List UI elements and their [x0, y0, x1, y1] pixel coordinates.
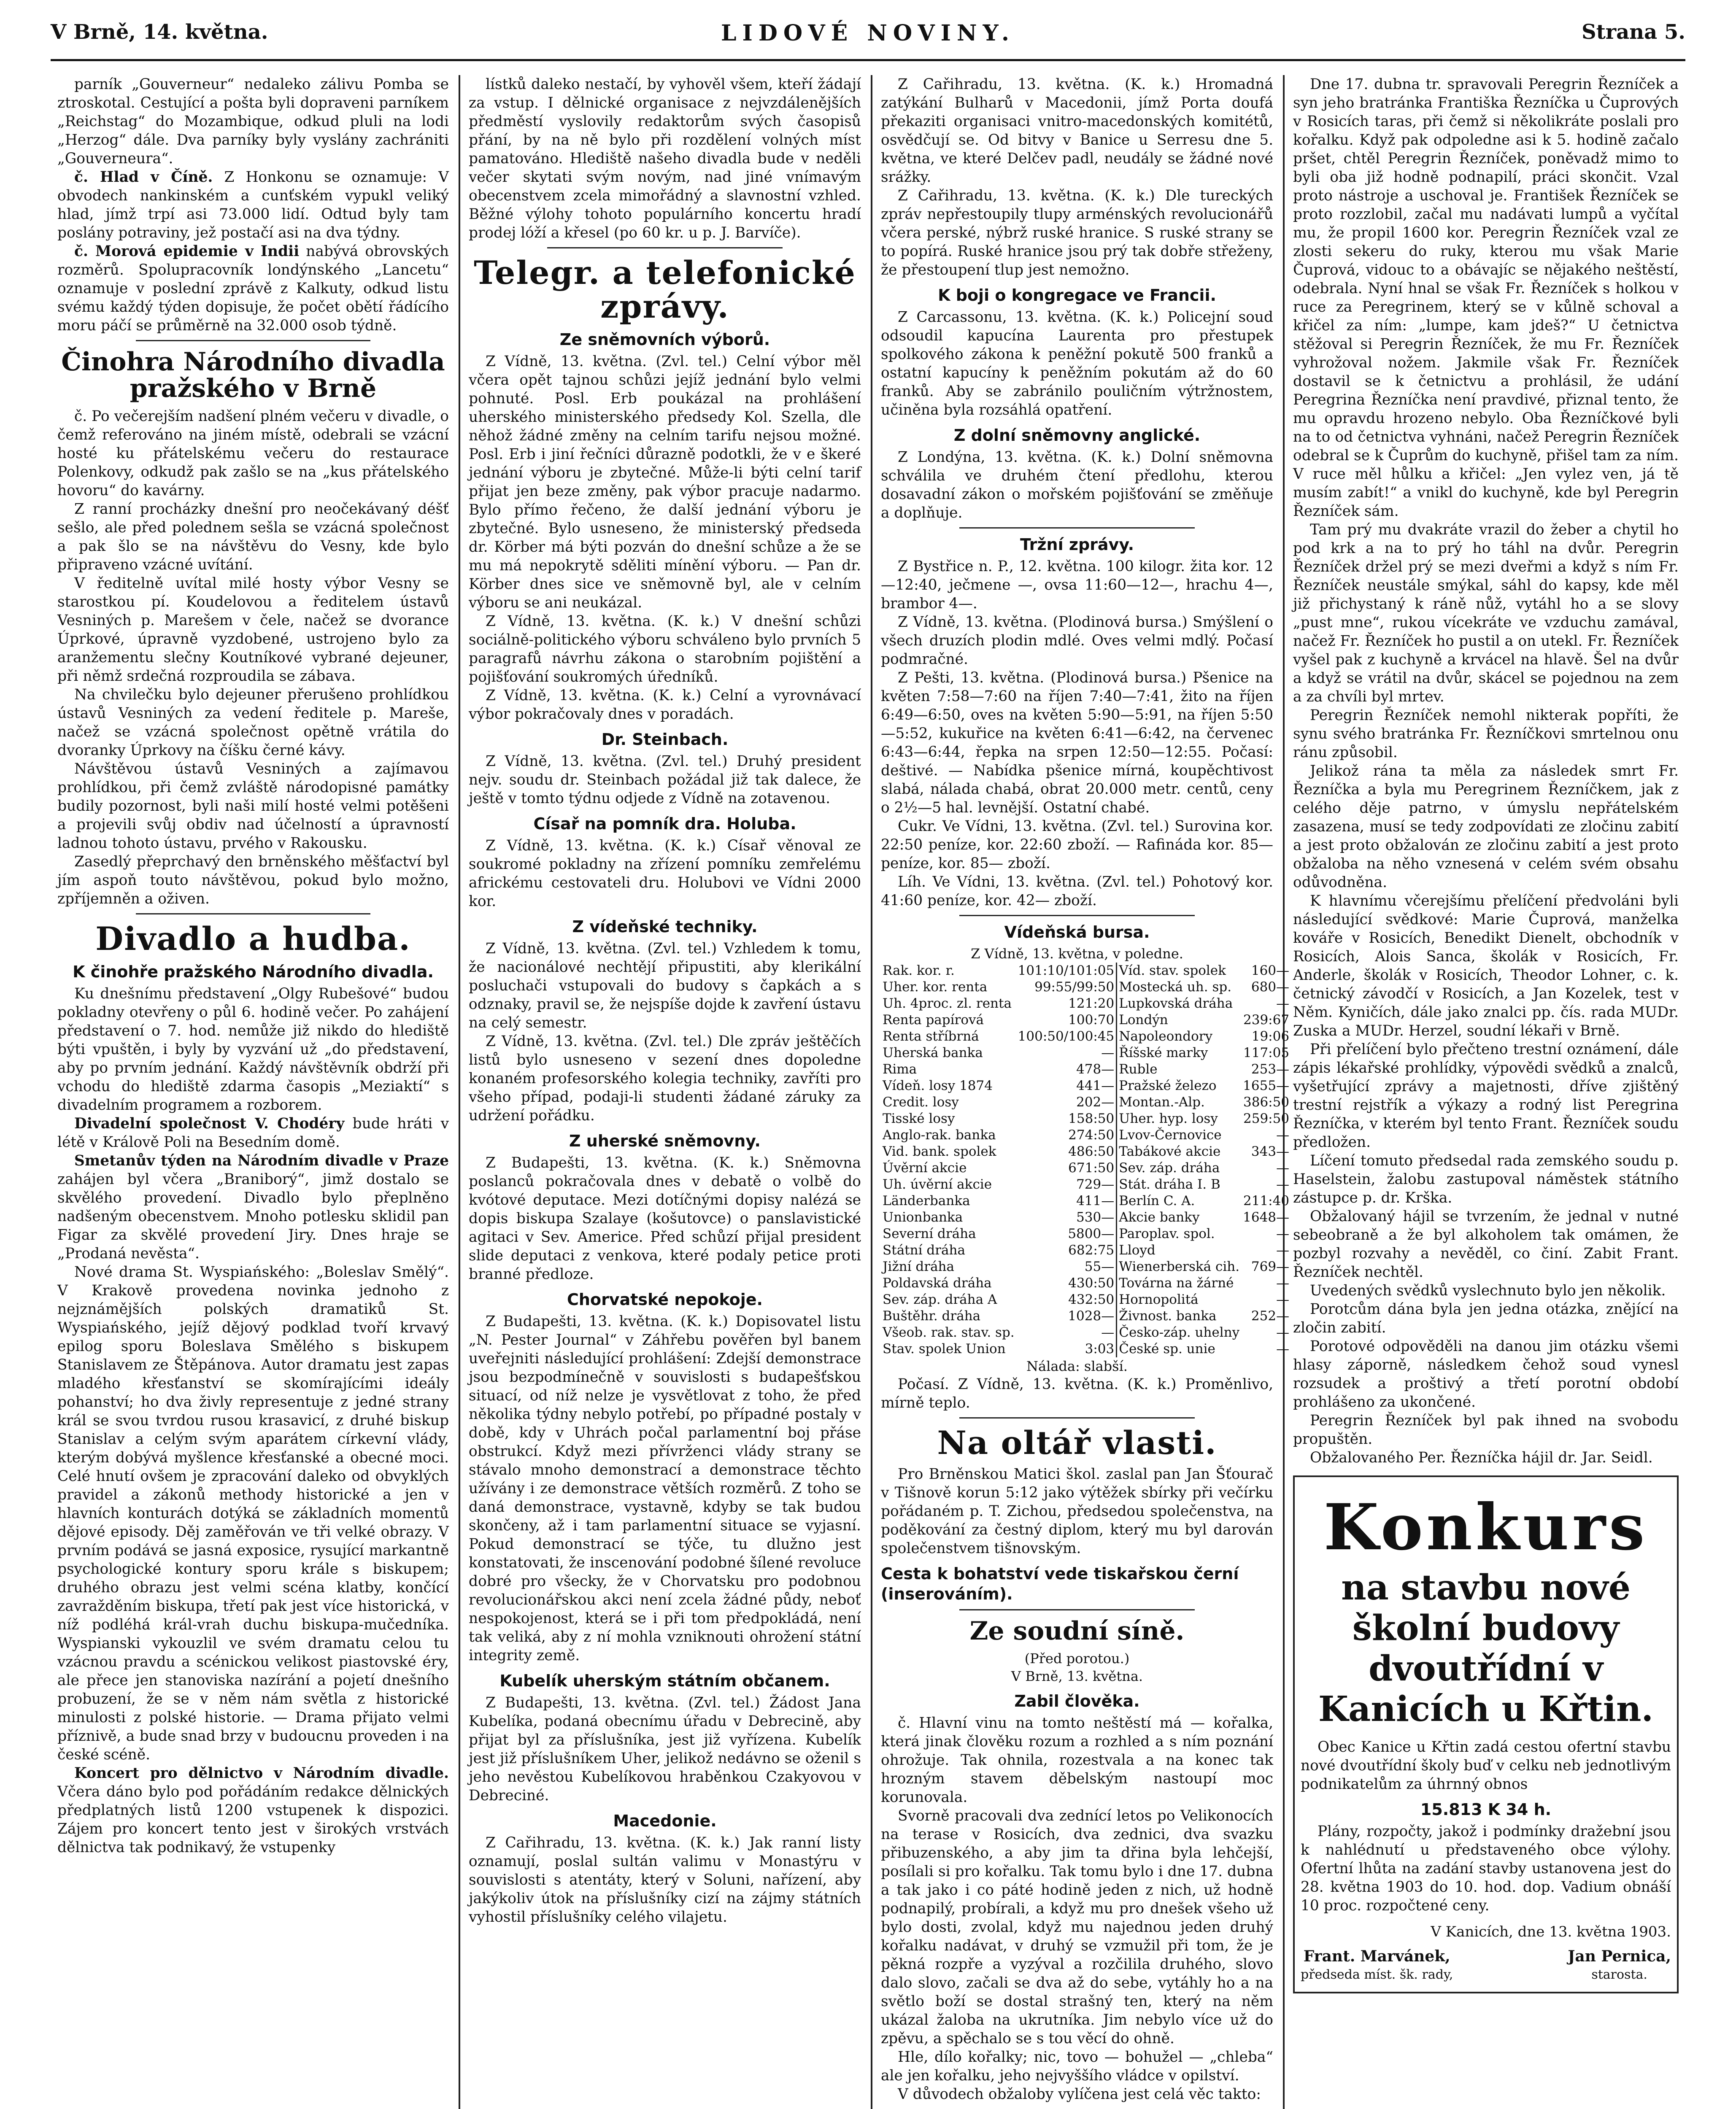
bursa-security-name: Česko-záp. uhelny	[1117, 1324, 1241, 1341]
article-paragraph: parník „Gouverneur“ nedaleko zálivu Pomba se ztroskotal. Cestující a pošta byli dopraveni parníkem „Reichstag“ do Mozambique, odkud pluli na lodi „Herzog“ dále. Dva parníky byly vyslány zachrániti „Gouverneura“.	[57, 76, 449, 167]
bursa-security-name: Tisské losy	[883, 1111, 955, 1126]
news-item	[57, 242, 449, 335]
divider	[959, 1417, 1195, 1419]
bursa-price: 100:70	[1068, 1012, 1115, 1028]
bursa-security-name: Montan.-Alp.	[1117, 1094, 1241, 1111]
news-item	[57, 168, 449, 242]
bursa-price: —	[1276, 1177, 1290, 1192]
bursa-price: 3:03	[1085, 1341, 1115, 1357]
bursa-row	[881, 995, 1291, 1012]
bursa-security-name: Uherská banka	[883, 1045, 983, 1060]
bursa-security-name: Státní dráha	[883, 1243, 965, 1258]
bursa-security-name: Londýn	[1117, 1012, 1241, 1028]
bursa-price: 259:50	[1243, 1111, 1290, 1126]
market-report: Líh. Ve Vídni, 13. května. (Zvl. tel.) Pohotový kor. 41:60 peníze, kor. 42— zboží.	[881, 874, 1273, 909]
bursa-security-name: Říšské marky	[1117, 1045, 1241, 1061]
bursa-security-name: Renta stříbrná	[883, 1029, 979, 1044]
article-paragraph: Peregrin Řezníček nemohl nikterak popříti, že synu svého bratránka Fr. Řezníčkovi smrtelnou onu ránu způsobil.	[1293, 707, 1679, 761]
bursa-security-name: Rak. kor. r.	[883, 963, 955, 978]
bursa-security-name: Anglo-rak. banka	[883, 1127, 996, 1143]
bursa-price: —	[1276, 1127, 1290, 1143]
article-paragraph: Z Vídně, 13. května. (K. k.) V dnešní schůzi sociálně-politického výboru schváleno bylo prvních 5 paragrafů návrhu zákona o starobním pojištění a pojišťování soukromých úředníků.	[469, 612, 861, 685]
article-paragraph: Z Vídně, 13. května. (Zvl. tel.) Vzhledem k tomu, že nacionálové nechtějí připustiti, aby klerikální posluchači vstupovali do budovy s čapkách a s odznaky, pravil se, že nejspíše dojde k zavření ústavu na celý semestr.	[469, 940, 861, 1031]
article-subheading: Zabil člověka.	[1014, 1691, 1140, 1710]
article-paragraph: Porotcům dána byla jen jedna otázka, znějící na zločin zabití.	[1293, 1301, 1679, 1336]
article-paragraph: Ku dnešnímu představení „Olgy Rubešové“ budou pokladny otevřeny o půl 6. hodině večer. Po zahájení představení o 7. hod. nemůže již nikdo do hlediště býti vpuštěn, i byly by vyzvání už „do představení, aby po prvním jednání. Každý návštěvník obdrží při vchodu do hlediště zdarma časopis „Meziaktí“ s divadelním programem a rozborem.	[57, 985, 449, 1114]
article-subheading: Z dolní sněmovny anglické.	[953, 426, 1201, 445]
article-paragraph: Obžalovaný hájil se tvrzením, že jednal v nutné sebeobraně a že byl alkoholem tak omámen, že pozbyl rozvahy a nevěděl, co činí. Zabit Frant. Řezníček nechtěl.	[1293, 1208, 1679, 1281]
bursa-row	[881, 963, 1291, 979]
column-4	[1286, 75, 1685, 2109]
article-paragraph: Obžalovaného Per. Řezníčka hájil dr. Jar. Seidl.	[1310, 1449, 1653, 1466]
bursa-security-name: Wienerberská cih.	[1117, 1259, 1241, 1275]
article-subheading: K činohře pražského Národního divadla.	[73, 962, 434, 981]
article-paragraph: Z Vídně, 13. května. (K. k.) Císař věnoval ze soukromé pokladny na zřízení pomníku zemřelému africkému cestovateli dru. Holubovi ve Vídni 2000 kor.	[469, 837, 861, 910]
bursa-price: —	[1276, 1341, 1290, 1357]
article-paragraph: Jelikož rána ta měla za následek smrt Fr. Řezníčka a byla mu Peregrinem Řezníčkem, jak z celého děje patrno, v úmyslu nepřátelském zasazena, musí se tedy zodpovídati ze zločinu zabití a jest proto obžalován ze zločinu zabití a jest proto obžaloba na něho vznesená v celém svém obsahu odůvodněna.	[1293, 763, 1679, 891]
article-paragraph: Pro Brněnskou Matici škol. zaslal pan Jan Šťourač v Tišnově korun 5:12 jako výtěžek sbírky při večírku pořádaném p. T. Zichou, předsedou společenstva, na poděkování za čestný diplom, který mu byl darován společenstvem tišnovským.	[881, 1465, 1273, 1557]
page-number: Strana 5.	[1581, 20, 1685, 44]
article-subheading: Macedonie.	[613, 1811, 717, 1830]
bursa-row	[881, 1292, 1291, 1308]
signature-name: Jan Pernica,	[1568, 1947, 1671, 1965]
bursa-row	[881, 979, 1291, 995]
market-report: Z Bystřice n. P., 12. května. 100 kilogr. žita kor. 12—12:40, ječmene —, ovsa 11:60—12—, hrachu 4—, brambor 4—.	[881, 558, 1273, 612]
bursa-security-name: Ruble	[1117, 1061, 1241, 1078]
bursa-row	[881, 1308, 1291, 1324]
divider	[959, 915, 1195, 916]
bursa-security-name: Unionbanka	[883, 1210, 963, 1225]
bursa-price: 158:50	[1068, 1111, 1115, 1126]
bursa-mood: Nálada: slabší.	[1026, 1358, 1128, 1374]
bursa-security-name: Všeob. rak. stav. sp.	[883, 1325, 1015, 1340]
bursa-row	[881, 1111, 1291, 1127]
bursa-security-name: Uher. hyp. losy	[1117, 1111, 1241, 1127]
bursa-security-name: Lupkovská dráha	[1117, 995, 1241, 1012]
article-paragraph: Z Vídně, 13. května. (K. k.) Celní a vyrovnávací výbor pokračovaly dnes v poradách.	[469, 687, 861, 723]
section-subtitle: (Před porotou.)	[1024, 1650, 1130, 1667]
bursa-security-name: Vídeň. losy 1874	[883, 1078, 993, 1093]
bursa-price: 530—	[1076, 1210, 1115, 1225]
bursa-security-name: Hornopolitá	[1117, 1292, 1241, 1308]
news-item-text: Z Honkonu se oznamuje: V obvodech nankinském a cunťském vypukl veliký hlad, jímž trpí asi 73.000 lidí. Odtud byly tam poslány potraviny, jež postačí asi na dva týdny.	[57, 169, 449, 241]
bursa-security-name: Uh. úvěrní akcie	[883, 1177, 992, 1192]
bursa-price: —	[1101, 1045, 1115, 1060]
article-paragraph: Peregrin Řezníček byl pak ihned na svobodu propuštěn.	[1293, 1412, 1679, 1448]
market-report: Z Vídně, 13. května. (Plodinová bursa.) Smýšlení o všech druzích plodin mdlé. Oves velmi mdlý. Počasí podmračné.	[881, 614, 1273, 668]
column-divider	[871, 75, 872, 2109]
advert-amount: 15.813 K 34 h.	[1420, 1800, 1552, 1819]
bursa-security-name: Úvěrní akcie	[883, 1160, 967, 1176]
bursa-price: 430:50	[1068, 1276, 1115, 1291]
column-divider	[459, 75, 460, 2109]
article-paragraph: Zasedlý přeprchavý den brněnského měšťactví byl jím aspoň touto návštěvou, pokud bylo možno, zpříjemněn a oživen.	[57, 853, 449, 907]
bursa-row	[881, 1324, 1291, 1341]
bursa-price: 386:50	[1243, 1095, 1290, 1110]
article-paragraph: V ředitelně uvítal milé hosty výbor Vesny se starostkou pí. Koudelovou a ředitelem ústavů Vesniných p. Marešem v čele, načež se dvorance Úprkové, úpravně vyzdobené, ustrojeno bylo za aranžementu slečny Koutníkové vybrané dejeuner, při němž srdečná rozproudila se zábava.	[57, 575, 449, 685]
bursa-price: 121:20	[1068, 996, 1115, 1011]
signature-row	[1301, 1947, 1671, 1984]
bursa-heading: Vídeňská bursa.	[1004, 923, 1150, 941]
bursa-security-name: Länderbanka	[883, 1193, 970, 1208]
bursa-price: 202—	[1076, 1095, 1115, 1110]
column-3	[874, 75, 1290, 2109]
bursa-security-name: Mostecká uh. sp.	[1117, 979, 1241, 995]
bursa-price: —	[1276, 996, 1290, 1011]
bursa-security-name: Napoleondory	[1117, 1028, 1241, 1045]
bursa-security-name: Uh. 4proc. zl. renta	[883, 996, 1012, 1011]
bursa-price: 211:40	[1243, 1193, 1290, 1208]
bursa-row	[881, 1127, 1291, 1143]
article-paragraph: Návštěvou ústavů Vesniných a zajímavou prohlídkou, při čemž zvláště národopisné památky budily pozornost, byli naši milí hosté velmi potěšeni a projevili svůj obdiv nad účelností a úpravností ladnou tohoto ústavu, prvého v Rakousku.	[57, 761, 449, 852]
bursa-price: 671:50	[1068, 1160, 1115, 1176]
bursa-dateline: Z Vídně, 13. května, v poledne.	[971, 946, 1183, 962]
section-headline: Divadlo a hudba.	[95, 920, 411, 957]
signature-role: předseda míst. šk. rady,	[1301, 1967, 1453, 1982]
article-paragraph: Z Vídně, 13. května. (Zvl. tel.) Druhý president nejv. soudu dr. Steinbach požádal již tak dalece, že ještě v tomto týdnu odjede z Vídně na zotavenou.	[469, 752, 861, 807]
bursa-security-name: Poldavská dráha	[883, 1276, 992, 1291]
article-subheading: Císař na pomník dra. Holuba.	[533, 814, 796, 833]
bursa-row	[881, 1012, 1291, 1028]
article-paragraph: Líčení tomuto předsedal rada zemského soudu p. Haselstein, žalobu zastupoval náměstek státního zástupce p. dr. Krška.	[1293, 1152, 1679, 1206]
advert-line: Cesta k bohatství vede tiskařskou černí (inserováním).	[881, 1564, 1239, 1603]
bursa-row	[881, 1094, 1291, 1111]
column-1	[51, 75, 456, 2109]
news-item-title: č. Hlad v Číně.	[74, 169, 213, 186]
article-headline: Činohra Národního divadla pražského v Brně	[61, 347, 445, 403]
divider	[959, 1609, 1195, 1610]
header-rule	[51, 59, 1685, 61]
bursa-row	[881, 1176, 1291, 1193]
article-paragraph: Na chvilečku bylo dejeuner přerušeno prohlídkou ústavů Vesniných za vedení ředitele p. Mareše, načež se vzácná společnost opětně vrátila do dvoranky Úprkovy na číšku černé kávy.	[57, 686, 449, 759]
bursa-security-name: Továrna na žárné	[1117, 1275, 1241, 1292]
bursa-price: 478—	[1076, 1062, 1115, 1077]
bursa-security-name: Buštěhr. dráha	[883, 1308, 981, 1324]
bursa-security-name: Pražské železo	[1117, 1078, 1241, 1094]
header-date: V Brně, 14. května.	[51, 20, 268, 44]
bursa-security-name: Renta papírová	[883, 1012, 984, 1028]
bursa-security-name: Sev. záp. dráha	[1117, 1160, 1241, 1176]
signature-role: starosta.	[1591, 1967, 1647, 1982]
bursa-security-name: Berlín C. A.	[1117, 1193, 1241, 1209]
article-paragraph: V důvodech obžaloby vylíčena jest celá věc takto:	[898, 2085, 1261, 2103]
bursa-price: —	[1276, 1292, 1290, 1307]
article-paragraph: Z Londýna, 13. května. (K. k.) Dolní sněmovna schválila ve druhém čtení předlohu, kterou dosavadní zákon o mořském pojišťování se změňuje a doplňuje.	[881, 449, 1273, 521]
bursa-row	[881, 1028, 1291, 1045]
bursa-row	[881, 1275, 1291, 1292]
bursa-price: 343—	[1251, 1144, 1290, 1159]
bursa-price: 101:10/101:05	[1018, 963, 1115, 978]
bursa-security-name: Lloyd	[1117, 1242, 1241, 1259]
bursa-security-name: Tabákové akcie	[1117, 1143, 1241, 1160]
article-paragraph: Nové drama St. Wyspiańského: „Boleslav Smělý“. V Krakově provedena novinka jednoho z nejznámějších polských dramatiků St. Wyspiańského, jejíž dějový podklad tvoří krvavý epilog sporu Boleslava Smělého s biskupem Stanislavem ze Štěpánova. Autor dramatu jest zapas mladého křesťanství se skomírajícími ideály pohanství; ho dva živly representuje z jedné strany král se svou tvrdou rusou krasavicí, z druhé biskup Stanislav a celým svým aparátem církevní vlády, kterým dobývá myšlence křesťanské a obecné moci. Celé hnutí ovšem je zpracování daleko od obvyklých pravidel a zákonů methody historické a jen v hlavních konturách dotýká se základních momentů dějové episody. Děj zaměřován ve tři velké obrazy. V prvním podává se jasná exposice, rysující markantně psychologické kontury sporu krále s biskupem; druhého obrazu jest velmi scéna klatby, končící zavražděním biskupa, třetí pak jest více historická, v níž podléhá král-vrah duchu biskupa-mučedníka. Wyspianski vykouzlil ve svém dramatu celou tu vzácnou pravdu a scénickou velikost piastovské éry, ale přece jen stanoviska nazírání a pojetí dnešního probuzení, že se v něm nám světla z historické minulosti z polské historie. — Drama přijato velmi příznivě, a bude snad brzy v budoucnu proveden i na české scéně.	[57, 1263, 449, 1763]
article-paragraph: Z Carcassonu, 13. května. (K. k.) Policejní soud odsoudil kapucína Laurenta pro přestupek spolkového zákona k peněžní pokutě 500 franků a ostatní kapucíny k peněžním pokutám až do 60 franků. Aby se zabránilo pouličním výtržnostem, učiněna byla rozsáhlá opatření.	[881, 309, 1273, 418]
bursa-price: 1655—	[1243, 1078, 1290, 1093]
news-item-title: Smetanův týden na Národním divadle v Praze	[74, 1152, 449, 1169]
article-paragraph: Porotové odpověděli na danou jim otázku všemi hlasy záporně, následkem čehož soud vynesl rozsudek a proštivý a třetí porotní období prohlášeno za ukončené.	[1293, 1338, 1679, 1410]
bursa-price: 682:75	[1068, 1243, 1115, 1258]
signature-name: Frant. Marvánek,	[1303, 1947, 1450, 1965]
article-subheading: Z uherské sněmovny.	[569, 1131, 761, 1150]
bursa-row	[881, 1143, 1291, 1160]
article-paragraph: K hlavnímu včerejšímu přelíčení předvoláni byli následující svědkové: Marie Čuprová, manželka kováře v Rosicích, Benedikt Dienelt, obchodník v Rosicích, Alois Sanca, školák v Rosicích, Fr. Anderle, školák v Rosicích, Theodor Lohner, c. k. četnický závodčí v Rosicích, a Jan Kozelek, test v Něm. Kyničích, dále jako znalci pp. čís. rada MUDr. Zuska a MUDr. Herzel, soudní lékaři v Brně.	[1293, 893, 1679, 1039]
bursa-security-name: České sp. unie	[1117, 1341, 1241, 1357]
bursa-price: 117:05	[1243, 1045, 1290, 1060]
bursa-price: 99:55/99:50	[1034, 979, 1115, 995]
article-paragraph: Dne 17. dubna tr. spravovali Peregrin Řezníček a syn jeho bratránka Františka Řezníčka u Čuprových v Rosicích taras, při čemž si několikráte poslali pro kořalku. Když pak odpoledne asi k 5. hodině začalo pršet, chtěl Peregrin Řezníček, poněvadž mimo to byli oba již hodně podnapilí, práci skončit. Vzal proto nástroje a uschoval je. František Řezníček se proto rozzlobil, začal mu nadávati lumpů a vyčítal mu, že propil 1600 kor. Peregrin Řezníček vzal ze zlosti sekeru do ruky, kterou mu však Marie Čuprová, vidouc to a obávajíc se nějakého neštěstí, odebrala. Nyní hnal se však Fr. Řezníček s holkou v ruce za Peregrinem, který se v kůlně schoval a křičel za ním: „lumpe, kam jdeš?“ U četnictva stěžoval si Peregrin Řezníček, že mu Fr. Řezníček vyhrožoval nožem. Jakmile však Fr. Řezníček dostavil se k četnictvu a prohlásil, že udání Peregrina Řezníčka není pravdivé, přiznal tento, že mu opravdu hrozeno nebylo. Oba Řezníčkové byli na to od četnictva vyhnáni, načež Peregrin Řezníček odebral se k Čuprům do kuchyně, přišel tam za ním. V ruce měl hůlku a křičel: „Jen vylez ven, já tě musím zabít!“ a vnikl do kuchyně, kde byl Peregrin Řezníček sám.	[1293, 76, 1679, 520]
bursa-price: —	[1276, 1325, 1290, 1340]
article-subheading: Z vídeňské techniky.	[572, 917, 758, 936]
news-item	[57, 1152, 449, 1263]
bursa-price: 441—	[1076, 1078, 1115, 1093]
bursa-price: —	[1276, 1226, 1290, 1241]
bursa-price: 729—	[1076, 1177, 1115, 1192]
bursa-row	[881, 1226, 1291, 1242]
bursa-price: 19:06	[1251, 1029, 1290, 1044]
news-item-title: č. Morová epidemie v Indii	[74, 243, 300, 260]
bursa-security-name: Akcie banky	[1117, 1209, 1241, 1226]
bursa-row	[881, 1209, 1291, 1226]
bursa-price: 160—	[1251, 963, 1290, 978]
bursa-price: 274:50	[1068, 1127, 1115, 1143]
bursa-row	[881, 1193, 1291, 1209]
article-paragraph: Z Budapešti, 13. května. (Zvl. tel.) Žádost Jana Kubelíka, podaná obecnímu úřadu v Debrecině, aby přijat byl za příslušníka, jest již vyřízena. Kubelík jest již příslušníkem Uher, jelikož nedávno se oženil s jeho nevěstou Kubelíkovou hraběnkou Czakyovou v Debreciné.	[469, 1694, 861, 1804]
article-paragraph: Při přelíčení bylo přečteno trestní oznámení, dále zápis lékařské prohlídky, výpovědi svědků a znalců, vyšetřující zprávy a majetnosti, dříve zjištěný trestní rejstřík a výkazy a rodný list Peregrina Řezníčka, v kterém byl tento Frant. Řezníček soudu předložen.	[1293, 1041, 1679, 1151]
bursa-price: —	[1276, 1243, 1290, 1258]
bursa-row	[881, 1341, 1291, 1357]
bursa-row	[881, 1045, 1291, 1061]
advert-date: V Kanicích, dne 13. května 1903.	[1431, 1923, 1671, 1940]
article-paragraph: Uvedených svědků vyslechnuto bylo jen několik.	[1310, 1282, 1666, 1299]
bursa-security-name: Uher. kor. renta	[883, 979, 988, 995]
news-item-title: Koncert pro dělnictvo v Národním divadle.	[74, 1764, 449, 1782]
bursa-row	[881, 1160, 1291, 1176]
signature	[1568, 1947, 1671, 1984]
bursa-security-name: Severní dráha	[883, 1226, 976, 1241]
bursa-security-name: Živnost. banka	[1117, 1308, 1241, 1324]
bursa-price: 769—	[1251, 1259, 1290, 1274]
article-paragraph: lístků daleko nestačí, by vyhověl všem, kteří žádají za vstup. I dělnické organisace z nejvzdálenějších předměstí vyslovily redaktorům svých časopisů přání, by na ně bylo při rozdělení volných míst pamatováno. Hlediště našeho divadla bude v neděli večer skytati svým novým, nad jiné vnímavým obecenstvem zcela mimořádný a slavnostní vzhled. Běžné výlohy tohoto populárního koncertu hradí prodej lóží a křesel (po 60 kr. u p. J. Barvíče).	[469, 76, 861, 241]
column-2	[462, 75, 868, 2109]
bursa-price: 486:50	[1068, 1144, 1115, 1159]
article-paragraph: Z Vídně, 13. května. (Zvl. tel.) Celní výbor měl včera opět tajnou schůzi jejíž jednání bylo velmi pohnuté. Posl. Erb poukázal na prohlášení uherského ministerského předsedy Kol. Szella, dle něhož žádné změny na celním tarifu nejsou možné. Posl. Erb i jiní řečníci důrazně podotkli, že v e škeré jednání výboru je zbytečné. Může-li býti celní tarif přijat jen beze změny, pak výbor pracuje nadarmo. Bylo přímo řečeno, že další jednání výboru je zbytečné. Bylo usneseno, že ministerský předseda dr. Körber má býti pozván do dnešní schůze a že se mu má nepokrytě sděliti mínění výboru. — Pan dr. Körber dnes sice ve sněmovně byl, ale v celním výboru se ani neukázal.	[469, 353, 861, 611]
advert-title: Konkurs	[1323, 1490, 1648, 1564]
article-paragraph: Z Cařihradu, 13. května. (K. k.) Hromadná zatýkání Bulharů v Macedonii, jímž Porta doufá překaziti organisaci vnitro-macedonských komitétů, osvědčují se. Od bitvy v Banice u Serresu dne 5. května, ve které Delčev padl, neudály se žádné nové srážky.	[881, 76, 1273, 186]
masthead: LIDOVÉ NOVINY.	[721, 20, 1015, 46]
article-paragraph: Z Budapešti, 13. května. (K. k.) Sněmovna poslanců pokračovala dnes v debatě o volbě do kvótové deputace. Mezi dotíčnými dopisy nalézá se dopis biskupa Szalaye (košutovce) o panslavistické agitaci v Sev. Americe. Před schůzí přijal president slide deputaci z venkova, které podaly petice proti branné předloze.	[469, 1154, 861, 1283]
article-headline: Na oltář vlasti.	[937, 1424, 1217, 1462]
article-paragraph: Z Cařihradu, 13. května. (K. k.) Jak ranní listy oznamují, poslal sultán valimu v Monastýru v souvislosti s atentáty, který v Soluni, nařízení, aby jakýkoliv útok na příslušníky cizí na zájmy státních vyhostil příslušníky celého vilajetu.	[469, 1834, 861, 1926]
bursa-price: 432:50	[1068, 1292, 1115, 1307]
article-paragraph: Hle, dílo kořalky; nic, tovo — bohužel — „chleba“ ale jen kořalku, jeho nejvyššího vládce v opilství.	[881, 2048, 1273, 2084]
signature	[1301, 1947, 1453, 1984]
bursa-price: 1028—	[1068, 1308, 1115, 1324]
bursa-price: —	[1101, 1325, 1115, 1340]
advert-text: Obec Kanice u Křtin zadá cestou ofertní stavbu nové dvoutřídní školy buď v celku neb jednotlivým podnikatelům za úhrnný obnos	[1301, 1739, 1671, 1793]
article-subheading: Kubelík uherským státním občanem.	[499, 1671, 830, 1690]
bursa-price: 5800—	[1068, 1226, 1115, 1241]
divider	[547, 247, 783, 248]
bursa-table	[881, 963, 1291, 1357]
bursa-price: 252—	[1251, 1308, 1290, 1324]
bursa-security-name: Vid. bank. spolek	[883, 1144, 996, 1159]
section-headline: Ze soudní síně.	[969, 1616, 1185, 1646]
section-headline: Telegr. a telefonické zprávy.	[474, 254, 856, 325]
bursa-price: —	[1276, 1160, 1290, 1176]
article-paragraph: č. Po večerejším nadšení plném večeru v divadle, o čemž referováno na jiném místě, odebrali se vzácní hosté ku přátelskému večeru do restaurace Polenkovy, odkudž pak zašlo se na „kus přátelského hovoru“ do kavárny.	[57, 408, 449, 499]
news-item	[57, 1114, 449, 1152]
weather-report: Počasí. Z Vídně, 13. května. (K. k.) Proměnlivo, mírně teplo.	[881, 1376, 1273, 1411]
news-item-text: Včera dáno bylo pod pořádáním redakce dělnických předplatných listů 1200 vstupenek k dispozici. Zájem pro koncert tento jest v širokých vrstvách dělnictva tak podnikavý, že vstupenky	[57, 1783, 449, 1856]
bursa-security-name: Stát. dráha I. B	[1117, 1176, 1241, 1193]
article-subheading: Dr. Steinbach.	[601, 730, 729, 749]
bursa-price: —	[1276, 1276, 1290, 1291]
bursa-security-name: Stav. spolek Union	[883, 1341, 1006, 1357]
article-subheading: K boji o kongregace ve Francii.	[938, 286, 1216, 305]
divider	[959, 527, 1195, 529]
market-report: Cukr. Ve Vídni, 13. května. (Zvl. tel.) Surovina kor. 22:50 peníze, kor. 22:60 zboží. — Rafináda kor. 85— peníze, kor. 85— zboží.	[881, 818, 1273, 872]
bursa-security-name: Víd. stav. spolek	[1117, 963, 1241, 979]
news-item-text: zahájen byl včera „Braniborý“, jimž dostalo se skvělého provedení. Divadlo bylo přeplněno nadšeným obecenstvem. Mnoho potlesku sklidil pan Figar za skvělé provedení Jiry. Dnes hraje se „Prodaná nevěsta“.	[57, 1170, 449, 1262]
bursa-row	[881, 1259, 1291, 1275]
bursa-row	[881, 1078, 1291, 1094]
market-heading: Tržní zprávy.	[1020, 535, 1134, 554]
bursa-security-name: Jižní dráha	[883, 1259, 955, 1274]
article-paragraph: č. Hlavní vinu na tomto neštěstí má — kořalka, která jinak člověku rozum a rozhled a s ním poznání ohrožuje. Tak ohnila, rozestvala a na konec tak hrozným stavem děbelským nastoupí moc korunovala.	[881, 1714, 1273, 1806]
bursa-price: 253—	[1251, 1062, 1290, 1077]
market-report: Z Pešti, 13. května. (Plodinová bursa.) Pšenice na květen 7:58—7:60 na říjen 7:40—7:41, žito na říjen 6:49—6:50, oves na květen 5:90—5:91, na říjen 5:50—5:52, kukuřice na květen 6:41—6:42, na červenec 6:43—6:44, řepka na srpen 12:50—12:55. Počasí: deštivé. — Nabídka pšenice mírná, koupěchtivost slabá, nálada chabá, obrat 20.000 metr. centů, ceny o 2½—5 hal. levnější. Ostatní chabé.	[881, 669, 1273, 816]
bursa-price: 55—	[1084, 1259, 1115, 1274]
article-paragraph: Tam prý mu dvakráte vrazil do žeber a chytil ho pod krk a na to prý ho táhl na dvůr. Peregrin Řezníček držel prý se mezi dveřmi a když s ním Fr. Řezníček neustále smýkal, sáhl do kapsy, kde měl již přichystaný k ráně nůž, vytáhl ho a se slovy „pust mne“, rukou vícekráte ve vzduchu zamával, načež Fr. Řezníček ho pustil a on utekl. Fr. Řezníček vyšel pak z kuchyně a krvácel na hlavě. Šel na dvůr a když se vrátil na dvůr, skácel se pojednou na zem a za chvíli byl mrtev.	[1293, 521, 1679, 705]
bursa-price: 100:50/100:45	[1018, 1029, 1115, 1044]
bursa-price: 680—	[1251, 979, 1290, 995]
news-item-text: bude hráti v létě v Králově Poli na Besedním domě.	[57, 1115, 449, 1151]
bursa-security-name: Paroplav. spol.	[1117, 1226, 1241, 1242]
bursa-security-name: Credit. losy	[883, 1095, 959, 1110]
article-paragraph: Z Cařihradu, 13. května. (K. k.) Dle tureckých zpráv nepřestoupily tlupy arménských revolucionářů včera perské, nýbrž ruské hranice. S ruské strany se to popírá. Ruské hranice jsou prý tak dobře střeženy, že přestoupení tlup jest nemožno.	[881, 187, 1273, 278]
news-item	[57, 1764, 449, 1857]
bursa-price: 411—	[1076, 1193, 1115, 1208]
article-paragraph: Z Budapešti, 13. května. (K. k.) Dopisovatel listu „N. Pester Journal“ v Záhřebu pověřen byl banem uveřejniti následující prohlášení: Zdejší demonstrace jsou bezpodmínečně v souvislosti s budapešťskou situací, od níž nelze je vysvětlovat z toho, že před několika týdny nebylo potřebí, po případné postaly v době, kdy v Uhrách počal parlamentní boj přáse obstrukcí. Když mezi přívrženci vlády strany se stávalo mnoho demonstrací a demonstrace těchto užívány i ze demonstrace větších rozměrů. Z toho se daná demonstrace, vystavně, kdyby se tak budou skončeny, až i tam parlamentní situace se vyjasní. Pokud demonstrací se týče, tu dlužno jest konstatovati, že inscenování podobné šílené revoluce dobré pro všecky, že v Chorvatsku pro podobnou revolucionářskou akci není zcela žádné půdy, neboť nespokojenost, která se i při tom předpokládá, není tak veliká, aby z ní mohla vzniknouti ohrožení státní integrity země.	[469, 1313, 861, 1664]
article-paragraph: Z ranní procházky dnešní pro neočekávaný déšť sešlo, ale před polednem sešla se vzácná společnost a pak šlo se na návštěvu do Vesny, kde bylo připraveno vzácné uvítání.	[57, 501, 449, 573]
dateline: V Brně, 13. května.	[1011, 1668, 1143, 1684]
news-item-text: nabývá obrovských rozměrů. Spolupracovník londýnského „Lancetu“ oznamuje v poslední zprávě z Kalkuty, odkud listu svému každý týden dopisuje, že počet obětí řádícího moru páčí se průměrně na 32.000 osob týdně.	[57, 243, 449, 334]
news-item-title: Divadelní společnost V. Chodéry	[74, 1115, 345, 1132]
bursa-row	[881, 1242, 1291, 1259]
bursa-row	[881, 1061, 1291, 1078]
bursa-security-name: Sev. záp. dráha A	[883, 1292, 997, 1307]
article-paragraph: Z Vídně, 13. května. (Zvl. tel.) Dle zpráv ještěčích listů bylo usneseno v sezení dnes dopoledne konaném profesorského kolegia techniky, zavříti pro všeho případ, podaji-li studenti žádané záruky za udržení pořádku.	[469, 1033, 861, 1124]
bursa-security-name: Lvov-Černovice	[1117, 1127, 1241, 1143]
page-header	[51, 12, 1685, 75]
article-subheading: Ze sněmovních výborů.	[559, 330, 770, 349]
article-subheading: Chorvatské nepokoje.	[567, 1290, 763, 1309]
divider	[136, 913, 371, 914]
konkurs-advert	[1293, 1475, 1679, 1993]
bursa-price: 239:67	[1243, 1012, 1290, 1028]
bursa-security-name: Rima	[883, 1062, 917, 1077]
article-paragraph: Svorně pracovali dva zednící letos po Velikonocích na terase v Rosicích, dva zednici, dva svazku přibuzenského, a aby jim ta dřina byla lehčejší, posílali si pro kořalku. Tak tomu bylo i dne 17. dubna a tak jako i co páté hodině jeden z nich, už hodně podnapilý, probírali, a když mu pro dnešek všeho už bylo dosti, zvolal, když mu najednou jeden druhý kořalku nadávat, v druhý se vzmužil při tom, že je pěkná rozpře a vyzýval a rozčilila druhého, slovo dalo slovo, začali se dva až do sebe, vytáhly ho a na světlo boží se dostal strašný ten, který na něm ukázal žaloba na ukrutníka. Jim nebylo více už do zpěvu, a spěchalo se s tou věcí do ohně.	[881, 1807, 1273, 2047]
bursa-price: 1648—	[1243, 1210, 1290, 1225]
divider	[136, 340, 371, 341]
advert-subtitle: na stavbu nové školní budovy dvoutřídní v Kanicích u Křtin.	[1318, 1567, 1654, 1729]
advert-text: Plány, rozpočty, jakož i podmínky dražební jsou k nahlédnutí u představeného obce výlohy. Ofertní lhůta na zadání stavby ustanovena jest do 28. května 1903 do 10. hod. dop. Vadium obnáší 10 proc. rozpočtené ceny.	[1301, 1823, 1671, 1914]
